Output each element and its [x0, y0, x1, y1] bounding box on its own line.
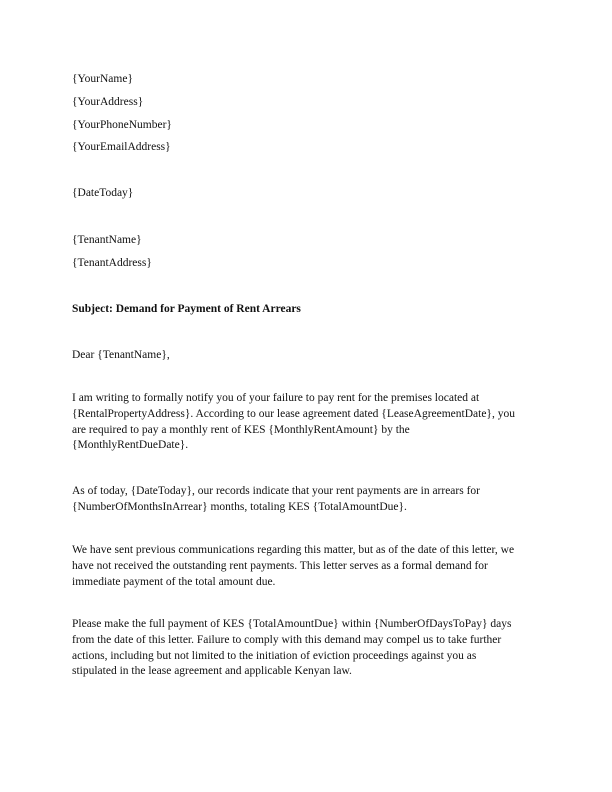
- body-paragraph-2: [72, 484, 542, 516]
- paragraph-line: I am writing to formally notify you of your failure to pay rent for the premises located at: [72, 392, 480, 404]
- paragraph-line: are required to pay a monthly rent of KES {MonthlyRentAmount} by the: [72, 423, 410, 436]
- letter-date: {DateToday}: [72, 187, 134, 199]
- paragraph-line: have not received the outstanding rent payments. This letter serves as a formal demand for: [72, 559, 488, 572]
- paragraph-line: stipulated in the lease agreement and applicable Kenyan law.: [72, 665, 352, 678]
- sender-phone: {YourPhoneNumber}: [72, 119, 172, 131]
- paragraph-line: Please make the full payment of KES {TotalAmountDue} within {NumberOfDaysToPay} days: [72, 618, 512, 630]
- letter-subject: Subject: Demand for Payment of Rent Arrears: [72, 303, 301, 315]
- paragraph-line: immediate payment of the total amount due.: [72, 575, 276, 588]
- paragraph-line: As of today, {DateToday}, our records indicate that your rent payments are in arrears for: [72, 485, 481, 497]
- body-paragraph-3: [72, 543, 542, 590]
- body-paragraph-1: [72, 391, 542, 454]
- body-paragraph-4: [72, 617, 542, 680]
- salutation: Dear {TenantName},: [72, 349, 170, 361]
- paragraph-line: {NumberOfMonthsInArrear} months, totaling KES {TotalAmountDue}.: [72, 500, 407, 513]
- paragraph-line: from the date of this letter. Failure to comply with this demand may compel us to take further: [72, 633, 502, 646]
- sender-name: {YourName}: [72, 73, 133, 85]
- recipient-name: {TenantName}: [72, 234, 142, 246]
- recipient-address: {TenantAddress}: [72, 257, 152, 269]
- sender-address: {YourAddress}: [72, 96, 144, 108]
- paragraph-line: {MonthlyRentDueDate}.: [72, 439, 189, 452]
- paragraph-line: We have sent previous communications regarding this matter, but as of the date of this letter, we: [72, 544, 515, 556]
- paragraph-line: {RentalPropertyAddress}. According to our lease agreement dated {LeaseAgreementDate}, you: [72, 407, 515, 420]
- paragraph-line: actions, including but not limited to the initiation of eviction proceedings against you as: [72, 649, 477, 662]
- sender-email: {YourEmailAddress}: [72, 141, 171, 153]
